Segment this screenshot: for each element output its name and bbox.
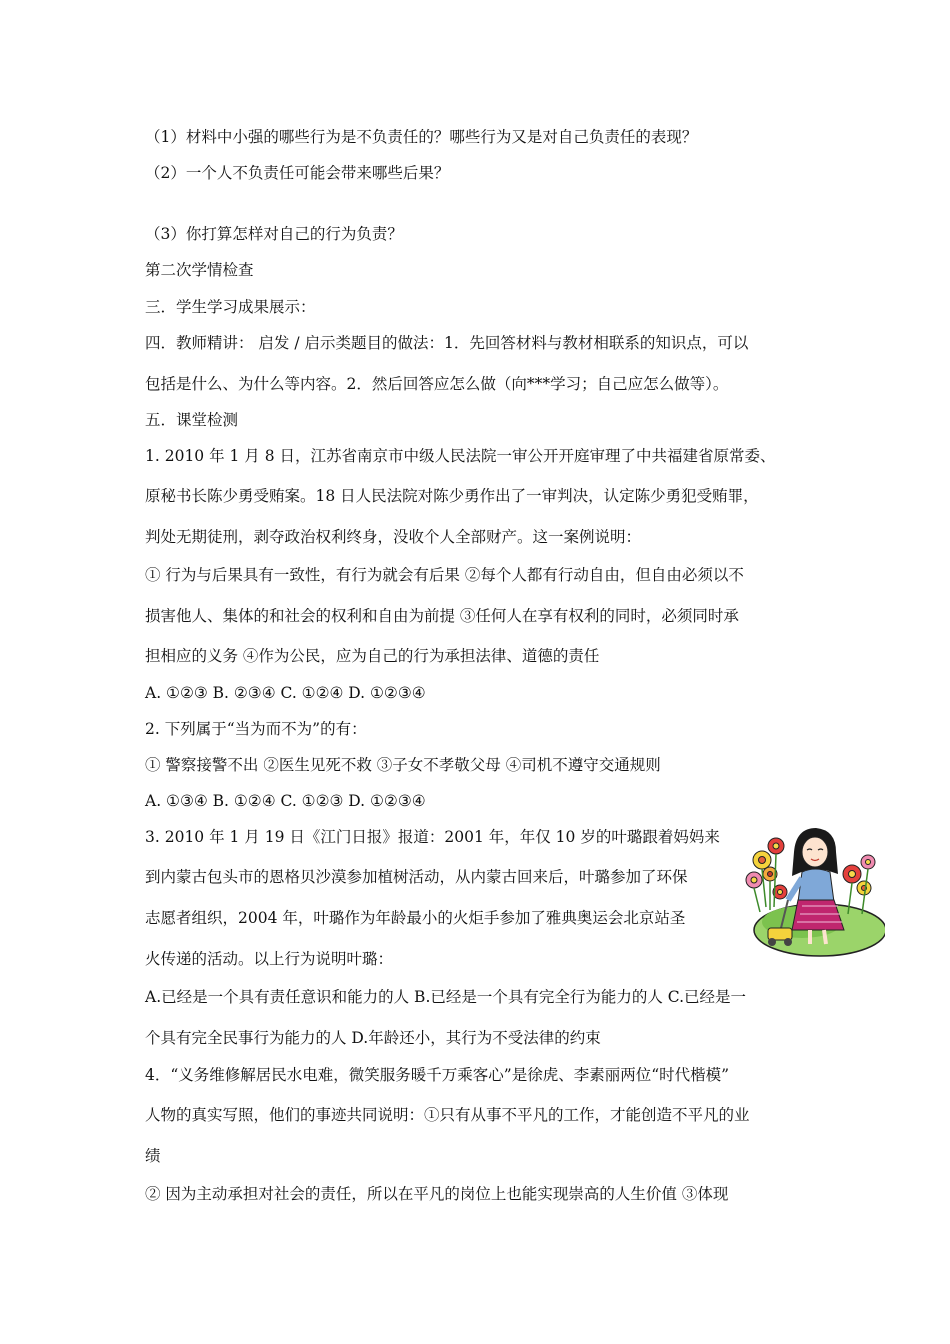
problem-2-options: A. ①③④ B. ①②④ C. ①②③ D. ①②③④ — [145, 792, 426, 810]
section-3: 三．学生学习成果展示： — [145, 298, 316, 316]
problem-1-line-6: 担相应的义务 ④作为公民，应为自己的行为承担法律、道德的责任 — [145, 647, 600, 665]
question-2: （2）一个人不负责任可能会带来哪些后果？ — [145, 164, 450, 182]
question-3: （3）你打算怎样对自己的行为负责？ — [145, 225, 403, 243]
problem-3-line-1: 3. 2010 年 1 月 19 日《江门日报》报道：2001 年，年仅 10 岁的叶璐跟着妈妈来 — [145, 828, 720, 846]
section-5: 五．课堂检测 — [145, 411, 239, 429]
section-4-line-2: 包括是什么、为什么等内容。2．然后回答应怎么做（向***学习；自己应怎么做等）。 — [145, 375, 729, 393]
question-1: （1）材料中小强的哪些行为是不负责任的？哪些行为又是对自己负责任的表现？ — [145, 128, 698, 146]
problem-1-options: A. ①②③ B. ②③④ C. ①②④ D. ①②③④ — [145, 684, 426, 702]
girl-with-flowers-illustration — [740, 822, 885, 957]
problem-4-line-3: 绩 — [145, 1147, 161, 1165]
section-second-check: 第二次学情检查 — [145, 261, 254, 279]
problem-3-line-5: A.已经是一个具有责任意识和能力的人 B.已经是一个具有完全行为能力的人 C.已经是一 — [145, 988, 747, 1006]
problem-4-line-2: 人物的真实写照，他们的事迹共同说明：①只有从事不平凡的工作，才能创造不平凡的业 — [145, 1106, 750, 1124]
problem-4-line-4: ② 因为主动承担对社会的责任，所以在平凡的岗位上也能实现崇高的人生价值 ③体现 — [145, 1185, 729, 1203]
problem-1-line-1: 1. 2010 年 1 月 8 日，江苏省南京市中级人民法院一审公开开庭审理了中共福建省原常委、 — [145, 447, 776, 465]
problem-1-line-5: 损害他人、集体的和社会的权利和自由为前提 ③任何人在享有权利的同时，必须同时承 — [145, 607, 739, 625]
problem-2-line-1: 2. 下列属于“当为而不为”的有： — [145, 720, 367, 738]
problem-1-line-2: 原秘书长陈少勇受贿案。18 日人民法院对陈少勇作出了一审判决，认定陈少勇犯受贿罪， — [145, 487, 759, 505]
problem-1-line-4: ① 行为与后果具有一致性，有行为就会有后果 ②每个人都有行动自由，但自由必须以不 — [145, 566, 744, 584]
problem-1-line-3: 判处无期徒刑，剥夺政治权利终身，没收个人全部财产。这一案例说明： — [145, 528, 642, 546]
section-4-line-1: 四．教师精讲： 启发 / 启示类题目的做法：1．先回答材料与教材相联系的知识点，可以 — [145, 334, 749, 352]
problem-4-line-1: 4．“义务维修解居民水电难，微笑服务暖千万乘客心”是徐虎、李素丽两位“时代楷模” — [145, 1066, 730, 1084]
problem-3-line-6: 个具有完全民事行为能力的人 D.年龄还小，其行为不受法律的约束 — [145, 1029, 601, 1047]
problem-3-line-3: 志愿者组织，2004 年，叶璐作为年龄最小的火炬手参加了雅典奥运会北京站圣 — [145, 909, 686, 927]
problem-3-line-2: 到内蒙古包头市的恩格贝沙漠参加植树活动，从内蒙古回来后，叶璐参加了环保 — [145, 868, 688, 886]
problem-3-line-4: 火传递的活动。以上行为说明叶璐： — [145, 950, 394, 968]
problem-2-line-2: ① 警察接警不出 ②医生见死不救 ③子女不孝敬父母 ④司机不遵守交通规则 — [145, 756, 661, 774]
